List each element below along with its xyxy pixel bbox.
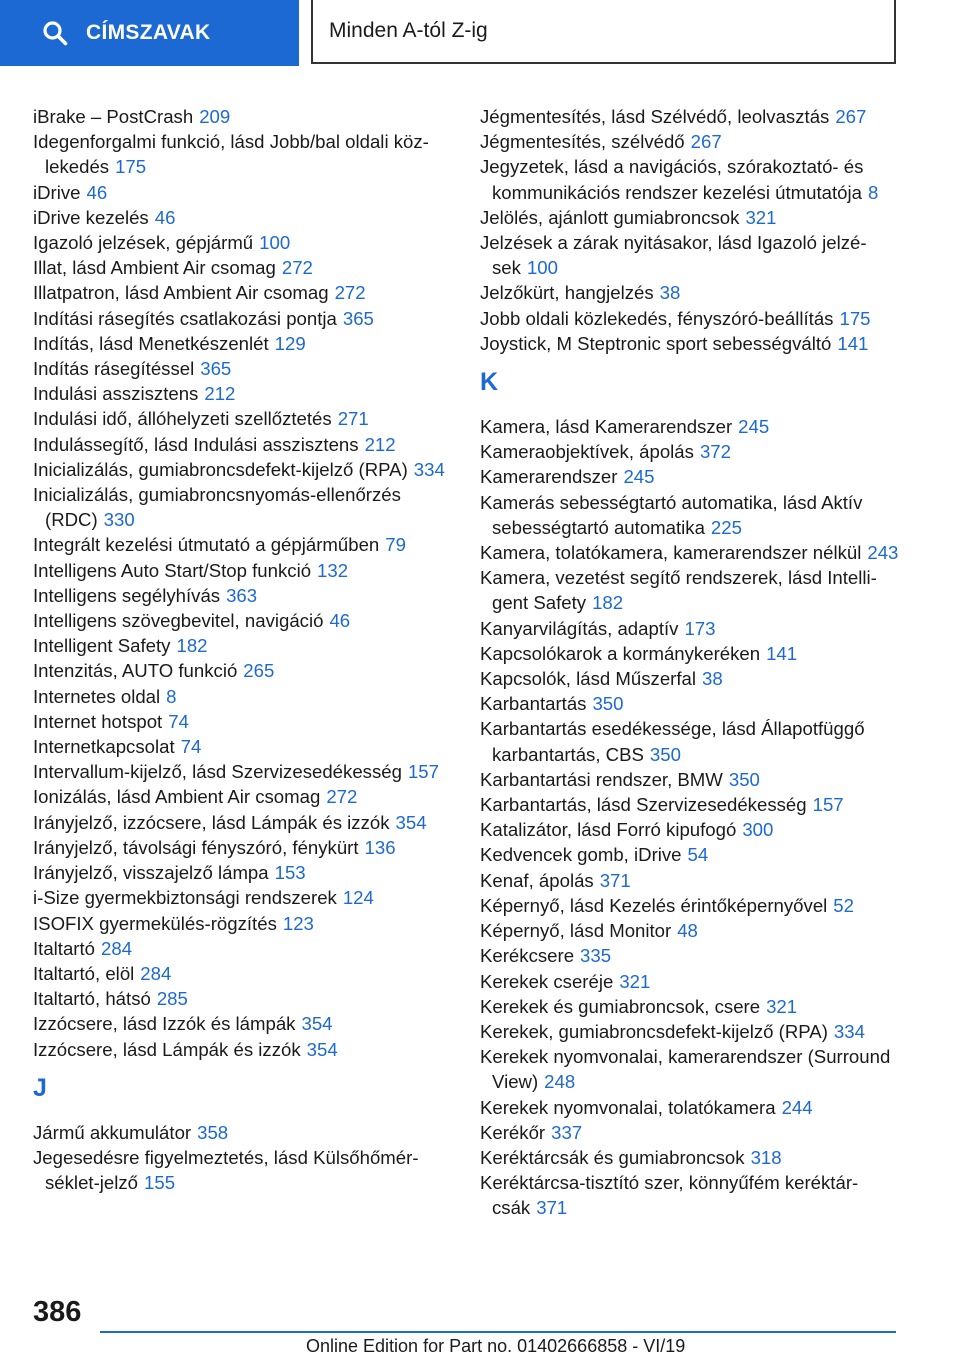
- index-entry-text: Joystick, M Steptronic sport sebességváltó: [480, 332, 832, 354]
- index-entry: [33, 709, 453, 734]
- index-entry: [480, 817, 900, 842]
- index-entry-page-link[interactable]: 155: [144, 1172, 176, 1194]
- index-entry-page-link[interactable]: 365: [342, 307, 374, 329]
- index-entry: [480, 767, 900, 792]
- index-entry: [480, 1170, 900, 1220]
- index-entry-text: Kamera, lásd Kamerarendszer: [480, 416, 733, 438]
- index-entry: [33, 558, 453, 583]
- index-entry-page-link[interactable]: 74: [180, 736, 202, 758]
- index-entry-text: Kamera, tolatókamera, kamerarendszer nélkül: [480, 542, 862, 564]
- index-entry: [33, 986, 453, 1011]
- index-entry-page-link[interactable]: 182: [592, 592, 624, 614]
- index-entry: [480, 280, 900, 305]
- index-entry: [480, 893, 900, 918]
- index-entry: [480, 1019, 900, 1044]
- index-entry-text: ISOFIX gyermekülés-rögzítés: [33, 912, 277, 934]
- index-entry: [480, 306, 900, 331]
- index-entry-text: Irányjelző, izzócsere, lásd Lámpák és izzók: [33, 811, 390, 833]
- index-entry-text: Indulási asszisztens: [33, 383, 199, 405]
- index-entry-text: Integrált kezelési útmutató a gépjárműben: [33, 534, 380, 556]
- index-entry-page-link[interactable]: 272: [326, 786, 358, 808]
- index-entry: [33, 658, 453, 683]
- index-entry-text: Kapcsolókarok a kormánykeréken: [480, 642, 761, 664]
- index-entry: [33, 280, 453, 305]
- index-entry-page-link[interactable]: 318: [750, 1146, 782, 1168]
- index-entry: [480, 439, 900, 464]
- index-entry-page-link[interactable]: 136: [364, 836, 396, 858]
- index-entry: [480, 464, 900, 489]
- index-entry: [33, 1037, 453, 1062]
- index-entry-page-link[interactable]: 350: [592, 693, 624, 715]
- index-entry: [33, 406, 453, 431]
- index-entry-page-link[interactable]: 46: [329, 610, 351, 632]
- index-entry-page-link[interactable]: 38: [702, 668, 723, 690]
- index-entry: [33, 432, 453, 457]
- index-entry-page-link[interactable]: 8: [867, 181, 879, 203]
- index-entry-text: Karbantartás, lásd Szervizesedékesség: [480, 794, 807, 816]
- index-entry: [480, 842, 900, 867]
- index-entry: [480, 1044, 900, 1094]
- index-entry-page-link[interactable]: 358: [197, 1121, 229, 1143]
- index-entry-text: Keréktárcsák és gumiabroncsok: [480, 1146, 745, 1168]
- index-entry-page-link[interactable]: 79: [385, 534, 406, 556]
- index-entry-text: Izzócsere, lásd Izzók és lámpák: [33, 1013, 296, 1035]
- index-entry: [33, 835, 453, 860]
- index-entry-page-link[interactable]: 48: [677, 920, 698, 942]
- index-entry: [480, 104, 900, 129]
- index-entry-page-link[interactable]: 209: [199, 106, 231, 127]
- index-entry-page-link[interactable]: 157: [812, 794, 844, 816]
- index-entry: [480, 1095, 900, 1120]
- index-entry: [33, 1120, 453, 1145]
- index-entry-page-link[interactable]: 46: [154, 206, 176, 228]
- index-entry: [480, 490, 900, 540]
- index-entry-text: Internet hotspot: [33, 710, 163, 732]
- index-entry-text: Kerékőr: [480, 1121, 546, 1143]
- index-entry: [33, 180, 453, 205]
- index-entry: [480, 205, 900, 230]
- index-entry-page-link[interactable]: 365: [200, 358, 232, 380]
- index-entry-text: Kamerarendszer: [480, 466, 618, 488]
- index-entry-text: Irányjelző, távolsági fényszóró, fénykürt: [33, 836, 359, 858]
- index-entry-text: Jelzések a zárak nyitásakor, lásd Igazoló jelzések: [480, 232, 867, 279]
- index-entry-text: Kapcsolók, lásd Műszerfal: [480, 668, 696, 690]
- index-entry: [33, 936, 453, 961]
- index-entry: [33, 885, 453, 910]
- index-entry-text: Inicializálás, gumiabroncsnyomás-ellenőrzés (RDC): [33, 484, 401, 531]
- index-entry-text: Kamerás sebességtartó automatika, lásd Aktív sebességtartó automatika: [480, 491, 863, 538]
- index-entry-text: Italtartó, elöl: [33, 962, 135, 984]
- index-entry-text: Kerékcsere: [480, 945, 575, 967]
- index-column-right: [480, 104, 900, 1221]
- index-entry: [480, 331, 900, 356]
- index-entry-text: Intelligens Auto Start/Stop funkció: [33, 559, 312, 581]
- index-entry: [480, 565, 900, 615]
- index-entry-text: Intelligent Safety: [33, 635, 171, 657]
- index-entry-text: Indítási rásegítés csatlakozási pontja: [33, 307, 337, 329]
- index-entry-text: Indulási idő, állóhelyzeti szellőztetés: [33, 408, 332, 430]
- index-entry: [480, 616, 900, 641]
- index-entry-page-link[interactable]: 272: [281, 257, 313, 279]
- keywords-button[interactable]: [0, 0, 299, 66]
- index-entry-page-link[interactable]: 212: [364, 433, 396, 455]
- index-entry-page-link[interactable]: 371: [536, 1197, 568, 1219]
- index-entry-page-link[interactable]: 8: [166, 685, 177, 707]
- index-entry: [33, 205, 453, 230]
- index-entry: [33, 255, 453, 280]
- index-entry: [480, 154, 900, 204]
- index-entry-text: Kameraobjektívek, ápolás: [480, 441, 694, 463]
- index-entry-page-link[interactable]: 284: [101, 937, 133, 959]
- index-entry: [480, 1120, 900, 1145]
- index-entry-text: Karbantartás: [480, 693, 587, 715]
- index-entry-text: Keréktárcsa-tisztító szer, könnyűfém keréktárcsák: [480, 1172, 859, 1219]
- index-entry-page-link[interactable]: 243: [867, 542, 899, 564]
- index-entry-page-link[interactable]: 354: [306, 1038, 338, 1060]
- index-entry: [33, 532, 453, 557]
- index-entry: [480, 129, 900, 154]
- index-entry-page-link[interactable]: 54: [687, 844, 709, 866]
- index-entry-page-link[interactable]: 267: [835, 106, 867, 127]
- index-entry-page-link[interactable]: 267: [690, 131, 722, 153]
- index-entry-page-link[interactable]: 182: [176, 635, 208, 657]
- index-entry-text: Idegenforgalmi funkció, lásd Jobb/bal oldali közlekedés: [33, 131, 429, 178]
- index-entry-text: Jegyzetek, lásd a navigációs, szórakoztató- és kommunikációs rendszer kezelési útmutatója: [480, 156, 864, 203]
- index-entry-text: Karbantartási rendszer, BMW: [480, 768, 723, 790]
- index-entry-page-link[interactable]: 363: [226, 584, 258, 606]
- index-entry-page-link[interactable]: 100: [259, 232, 291, 254]
- index-entry-page-link[interactable]: 100: [526, 257, 558, 279]
- index-entry: [33, 734, 453, 759]
- a-to-z-button-label: Minden A-tól Z-ig: [329, 19, 488, 42]
- search-icon: [42, 20, 68, 46]
- index-entry-page-link[interactable]: 244: [781, 1096, 813, 1118]
- index-entry-text: Jelölés, ajánlott gumiabroncsok: [480, 206, 740, 228]
- index-entry-page-link[interactable]: 38: [659, 282, 681, 304]
- index-entry-page-link[interactable]: 334: [833, 1020, 865, 1042]
- index-entry: [480, 868, 900, 893]
- index-entry-page-link[interactable]: 354: [301, 1013, 333, 1035]
- index-entry: [33, 104, 453, 129]
- index-entry: [480, 969, 900, 994]
- index-entry-page-link[interactable]: 245: [738, 416, 770, 438]
- index-entry: [33, 1145, 453, 1195]
- index-entry: [480, 691, 900, 716]
- index-entry: [33, 784, 453, 809]
- index-entry-text: Jobb oldali közlekedés, fényszóró-beállítás: [480, 307, 834, 329]
- index-entry-text: Ionizálás, lásd Ambient Air csomag: [33, 786, 321, 808]
- index-entry: [33, 356, 453, 381]
- index-entry-page-link[interactable]: 371: [599, 869, 631, 891]
- index-entry: [33, 482, 453, 532]
- index-entry-page-link[interactable]: 248: [544, 1071, 576, 1093]
- index-entry-text: Italtartó: [33, 937, 96, 959]
- index-entry-page-link[interactable]: 129: [274, 332, 306, 354]
- index-entry-text: Inicializálás, gumiabroncsdefekt-kijelző (RPA): [33, 458, 408, 480]
- index-entry-text: Kerekek cseréje: [480, 970, 614, 992]
- index-entry-page-link[interactable]: 285: [156, 988, 188, 1010]
- index-entry-text: Intenzitás, AUTO funkció: [33, 660, 238, 682]
- index-entry-page-link[interactable]: 272: [334, 282, 366, 304]
- index-entry: [480, 943, 900, 968]
- index-entry-text: Izzócsere, lásd Lámpák és izzók: [33, 1038, 301, 1060]
- index-entry-text: Kanyarvilágítás, adaptív: [480, 617, 679, 639]
- index-entry-text: Illatpatron, lásd Ambient Air csomag: [33, 282, 329, 304]
- index-entry-page-link[interactable]: 157: [407, 761, 439, 783]
- index-entry-page-link[interactable]: 173: [684, 617, 716, 639]
- index-entry-page-link[interactable]: 212: [204, 383, 236, 405]
- index-entry: [480, 1145, 900, 1170]
- index-entry-text: Kerekek nyomvonalai, tolatókamera: [480, 1096, 776, 1118]
- index-entry-text: Indítás, lásd Menetkészenlét: [33, 332, 269, 354]
- index-entry: [33, 633, 453, 658]
- index-entry: [33, 306, 453, 331]
- index-entry-text: Illat, lásd Ambient Air csomag: [33, 257, 276, 279]
- index-entry-text: Kedvencek gomb, iDrive: [480, 844, 682, 866]
- index-entry-page-link[interactable]: 321: [619, 970, 651, 992]
- index-entry-text: Igazoló jelzések, gépjármű: [33, 232, 254, 254]
- index-entry-page-link[interactable]: 132: [317, 559, 349, 581]
- index-entry: [480, 540, 900, 565]
- index-entry-text: iBrake – PostCrash: [33, 106, 194, 127]
- index-entry: [33, 331, 453, 356]
- keywords-button-label: CÍMSZAVAK: [86, 21, 211, 44]
- index-entry-text: Intelligens segélyhívás: [33, 584, 221, 606]
- index-section-letter: J: [33, 1073, 47, 1102]
- top-navigation: [0, 0, 960, 66]
- index-entry: [33, 684, 453, 709]
- index-entry: [33, 608, 453, 633]
- index-entry: [33, 810, 453, 835]
- index-entry-text: Italtartó, hátsó: [33, 988, 151, 1010]
- index-entry-text: Internetkapcsolat: [33, 736, 175, 758]
- index-entry: [33, 860, 453, 885]
- index-entry: [480, 792, 900, 817]
- index-entry-text: Kenaf, ápolás: [480, 869, 594, 891]
- index-entry: [480, 918, 900, 943]
- index-entry-page-link[interactable]: 175: [839, 307, 871, 329]
- index-entry-page-link[interactable]: 245: [623, 466, 655, 488]
- index-entry-page-link[interactable]: 284: [140, 962, 172, 984]
- index-entry-text: Katalizátor, lásd Forró kipufogó: [480, 819, 737, 841]
- index-entry-text: Jegesedésre figyelmeztetés, lásd Külsőhőmérséklet-jelző: [33, 1146, 419, 1194]
- index-entry-page-link[interactable]: 175: [115, 156, 147, 178]
- index-entry-text: Karbantartás esedékessége, lásd Állapotfüggő karbantartás, CBS: [480, 718, 865, 765]
- index-entry-page-link[interactable]: 74: [168, 710, 189, 732]
- index-entry-text: Internetes oldal: [33, 685, 161, 707]
- index-column-left: [33, 104, 453, 1195]
- index-entry: [480, 994, 900, 1019]
- index-entry-page-link[interactable]: 354: [395, 811, 427, 833]
- index-entry-text: iDrive: [33, 181, 81, 203]
- index-entry-text: Indulássegítő, lásd Indulási asszisztens: [33, 433, 359, 455]
- index-entry-text: Intelligens szövegbevitel, navigáció: [33, 610, 324, 632]
- index-entry-page-link[interactable]: 124: [342, 887, 374, 909]
- index-entry: [33, 759, 453, 784]
- index-entry: [480, 666, 900, 691]
- index-entry: [480, 414, 900, 439]
- index-entry-text: Képernyő, lásd Monitor: [480, 920, 672, 942]
- index-entry-page-link[interactable]: 141: [837, 332, 869, 354]
- index-entry-page-link[interactable]: 321: [745, 206, 777, 228]
- footer-divider: [100, 1331, 896, 1333]
- index-entry-page-link[interactable]: 337: [551, 1121, 583, 1143]
- a-to-z-button[interactable]: [311, 0, 896, 64]
- index-entry-page-link[interactable]: 225: [710, 516, 742, 538]
- page-number: 386: [33, 1296, 82, 1328]
- index-entry-page-link[interactable]: 335: [580, 945, 612, 967]
- index-entry-page-link[interactable]: 321: [766, 995, 798, 1017]
- index-entry-text: Indítás rásegítéssel: [33, 358, 195, 380]
- index-entry-text: Kerekek, gumiabroncsdefekt-kijelző (RPA): [480, 1020, 828, 1042]
- index-entry-page-link[interactable]: 334: [413, 458, 445, 480]
- footer-edition-text: Online Edition for Part no. 01402666858 - VI/19: [306, 1336, 686, 1356]
- index-entry-text: i-Size gyermekbiztonsági rendszerek: [33, 887, 337, 909]
- index-entry: [480, 230, 900, 280]
- index-entry-page-link[interactable]: 350: [649, 743, 681, 765]
- index-section-letter: K: [480, 368, 499, 397]
- index-entry-page-link[interactable]: 300: [742, 819, 774, 841]
- index-entry-page-link[interactable]: 330: [103, 509, 135, 531]
- index-entry: [33, 961, 453, 986]
- index-entry-text: Jégmentesítés, lásd Szélvédő, leolvasztás: [480, 106, 830, 127]
- index-entry: [33, 129, 453, 179]
- index-entry-page-link[interactable]: 153: [274, 862, 306, 884]
- index-entry-page-link[interactable]: 52: [833, 894, 854, 916]
- index-entry: [33, 457, 453, 482]
- index-entry-page-link[interactable]: 141: [766, 642, 798, 664]
- index-entry-page-link[interactable]: 265: [243, 660, 275, 682]
- index-entry-text: Jármű akkumulátor: [33, 1121, 192, 1143]
- index-entry-text: iDrive kezelés: [33, 206, 149, 228]
- index-entry-page-link[interactable]: 46: [86, 181, 108, 203]
- index-entry-text: Irányjelző, visszajelző lámpa: [33, 862, 269, 884]
- index-entry-page-link[interactable]: 372: [699, 441, 731, 463]
- index-entry: [33, 583, 453, 608]
- index-entry-text: Képernyő, lásd Kezelés érintőképernyővel: [480, 894, 828, 916]
- index-entry: [33, 1011, 453, 1036]
- index-entry-page-link[interactable]: 271: [337, 408, 369, 430]
- index-entry-text: Jégmentesítés, szélvédő: [480, 131, 685, 153]
- index-entry-text: Intervallum-kijelző, lásd Szervizesedékesség: [33, 761, 402, 783]
- index-entry-page-link[interactable]: 123: [282, 912, 314, 934]
- index-entry: [33, 911, 453, 936]
- index-entry: [33, 381, 453, 406]
- index-entry-text: Kerekek és gumiabroncsok, csere: [480, 995, 761, 1017]
- index-entry-page-link[interactable]: 350: [728, 768, 760, 790]
- index-entry: [480, 641, 900, 666]
- index-entry: [480, 716, 900, 766]
- index-entry-text: Jelzőkürt, hangjelzés: [480, 282, 654, 304]
- index-entry-text: Kamera, vezetést segítő rendszerek, lásd Intelligent Safety: [480, 567, 877, 614]
- index-entry: [33, 230, 453, 255]
- index-entry-text: Kerekek nyomvonalai, kamerarendszer (Surround View): [480, 1046, 891, 1093]
